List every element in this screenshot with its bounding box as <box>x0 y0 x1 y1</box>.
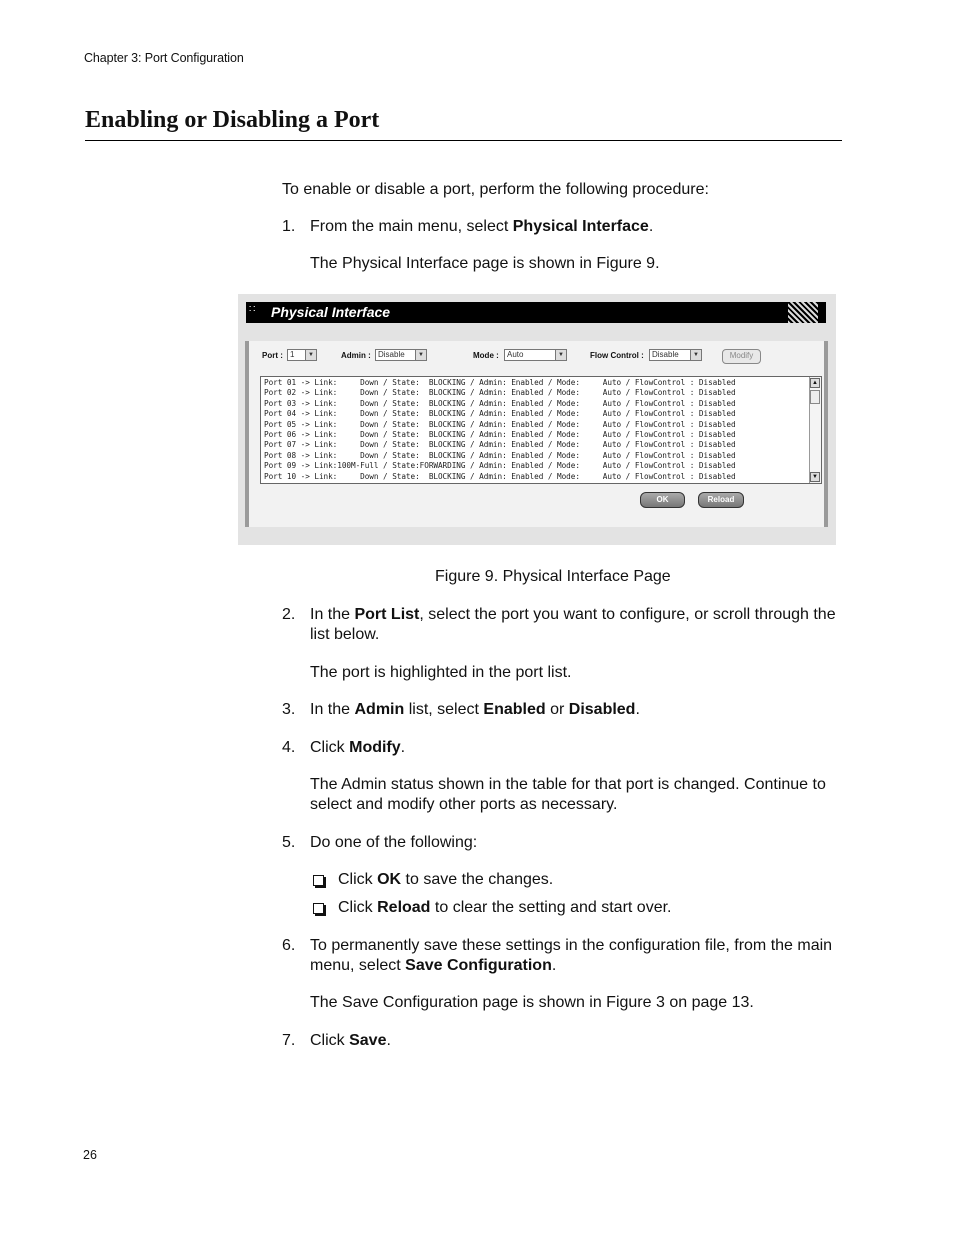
list-item[interactable]: Port 06 -> Link: Down / State: BLOCKING / Admin: Enabled / Mode: Auto / FlowControl : Disabled <box>264 430 736 439</box>
step-1-note: The Physical Interface page is shown in Figure 9. <box>310 255 660 272</box>
step-number: 7. <box>282 1032 296 1049</box>
section-title: Enabling or Disabling a Port <box>85 107 380 133</box>
step-6-note: The Save Configuration page is shown in Figure 3 on page 13. <box>310 994 754 1011</box>
step-number: 5. <box>282 834 296 851</box>
list-item[interactable]: Port 01 -> Link: Down / State: BLOCKING / Admin: Enabled / Mode: Auto / FlowControl : Disabled <box>264 378 736 387</box>
checkbox-bullet-icon <box>313 903 324 914</box>
step-4-note: The Admin status shown in the table for that port is changed. Continue to select and modify other ports as necessary. <box>310 776 826 813</box>
step-5-text: Do one of the following: <box>310 834 478 851</box>
ok-button[interactable]: OK <box>640 492 685 508</box>
step-number: 1. <box>282 218 296 235</box>
step-2-note: The port is highlighted in the port list. <box>310 664 572 681</box>
checkbox-bullet-icon <box>313 875 324 886</box>
scroll-down-icon[interactable]: ▼ <box>810 472 820 482</box>
step-number: 4. <box>282 739 296 756</box>
bullet-icon: ∷ <box>249 304 256 315</box>
intro-paragraph: To enable or disable a port, perform the following procedure: <box>282 181 709 198</box>
port-select[interactable]: 1 ▼ <box>287 349 317 361</box>
brand-logo-icon <box>788 302 818 323</box>
figure-title: Physical Interface <box>271 304 391 320</box>
bullet-ok: Click OK to save the changes. <box>338 871 554 888</box>
list-scrollbar[interactable] <box>809 377 821 483</box>
page-number: 26 <box>83 1148 97 1162</box>
list-item[interactable]: Port 05 -> Link: Down / State: BLOCKING / Admin: Enabled / Mode: Auto / FlowControl : Disabled <box>264 419 736 429</box>
flow-control-label: Flow Control : <box>590 351 644 360</box>
figure-title-bar <box>246 302 826 323</box>
reload-button[interactable]: Reload <box>698 492 744 508</box>
list-item[interactable]: Port 03 -> Link: Down / State: BLOCKING / Admin: Enabled / Mode: Auto / FlowControl : Disabled <box>264 398 736 408</box>
step-number: 3. <box>282 701 296 718</box>
running-head: Chapter 3: Port Configuration <box>84 51 244 65</box>
list-item[interactable]: Port 04 -> Link: Down / State: BLOCKING / Admin: Enabled / Mode: Auto / FlowControl : Disabled <box>264 409 736 419</box>
admin-label: Admin : <box>341 351 371 360</box>
controls-panel <box>245 341 828 527</box>
list-item[interactable]: Port 10 -> Link: Down / State: BLOCKING / Admin: Enabled / Mode: Auto / FlowControl : Disabled <box>264 471 736 481</box>
step-1-text: From the main menu, select Physical Interface. <box>310 218 654 235</box>
list-item[interactable]: Port 02 -> Link: Down / State: BLOCKING / Admin: Enabled / Mode: Auto / FlowControl : Disabled <box>264 388 736 398</box>
port-list[interactable] <box>260 376 822 484</box>
admin-select[interactable]: Disable ▼ <box>375 349 427 361</box>
mode-label: Mode : <box>473 351 499 360</box>
step-6-text: To permanently save these settings in the configuration file, from the main menu, select Save Configuration. <box>310 937 833 974</box>
chevron-down-icon: ▼ <box>690 350 701 360</box>
scroll-thumb[interactable] <box>810 390 820 404</box>
chevron-down-icon: ▼ <box>305 350 316 360</box>
step-7-text: Click Save. <box>310 1032 391 1049</box>
step-4-text: Click Modify. <box>310 739 406 756</box>
list-item[interactable]: Port 09 -> Link:100M-Full / State:FORWARDING / Admin: Enabled / Mode: Auto / FlowControl : Disabled <box>264 461 736 471</box>
flow-control-select[interactable]: Disable ▼ <box>649 349 702 361</box>
step-3-text: In the Admin list, select Enabled or Disabled. <box>310 701 640 718</box>
list-item[interactable]: Port 07 -> Link: Down / State: BLOCKING / Admin: Enabled / Mode: Auto / FlowControl : Disabled <box>264 440 736 450</box>
step-2-text: In the Port List, select the port you want to configure, or scroll through the list below. <box>310 606 836 643</box>
step-number: 2. <box>282 606 296 623</box>
bullet-reload: Click Reload to clear the setting and start over. <box>338 899 672 916</box>
figure-caption: Figure 9. Physical Interface Page <box>435 568 671 585</box>
port-label: Port : <box>262 351 283 360</box>
list-item[interactable]: Port 08 -> Link: Down / State: BLOCKING / Admin: Enabled / Mode: Auto / FlowControl : Disabled <box>264 450 736 460</box>
step-number: 6. <box>282 937 296 954</box>
mode-select[interactable]: Auto ▼ <box>504 349 567 361</box>
scroll-up-icon[interactable]: ▲ <box>810 378 820 388</box>
chevron-down-icon: ▼ <box>555 350 566 360</box>
chevron-down-icon: ▼ <box>415 350 426 360</box>
title-rule <box>85 140 842 141</box>
physical-interface-figure <box>238 294 836 545</box>
modify-button[interactable]: Modify <box>722 349 761 364</box>
